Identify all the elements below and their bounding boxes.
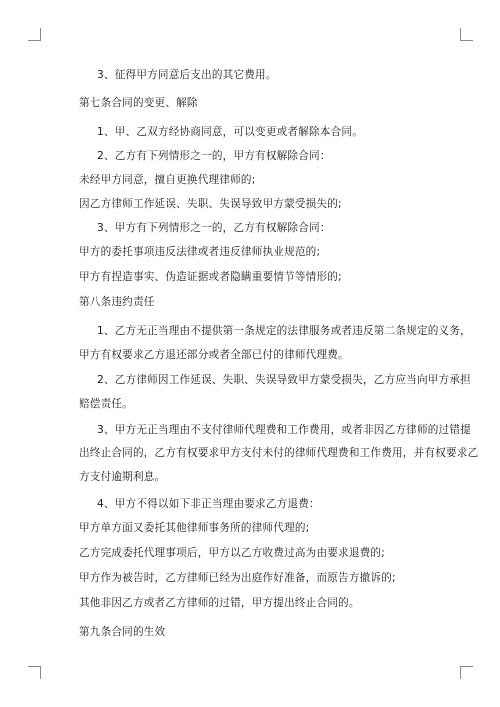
paragraph-line: 乙方完成委托代理事项后，甲方以乙方收费过高为由要求退费的; (79, 547, 385, 559)
paragraph-line: 1、乙方无正当理由不提供第一条规定的法律服务或者违反第二条规定的义务， (97, 325, 471, 337)
section-heading: 第九条合同的生效 (79, 626, 166, 638)
paragraph-line: 赔偿责任。 (79, 398, 133, 410)
paragraph-line: 出终止合同的，乙方有权要求甲方支付未付的律师代理费和工作费用，并有权要求乙 (79, 447, 479, 459)
paragraph-line: 其他非因乙方或者乙方律师的过错，甲方提出终止合同的。 (79, 597, 360, 609)
paragraph-line: 3、甲方无正当理由不支付律师代理费和工作费用，或者非因乙方律师的过错提 (97, 424, 471, 436)
paragraph-line: 甲方单方面又委托其他律师事务所的律师代理的; (79, 522, 310, 534)
paragraph-line: 方支付逾期利息。 (79, 471, 166, 483)
paragraph-line: 未经甲方同意，擅自更换代理律师的; (79, 174, 256, 186)
paragraph-line: 3、征得甲方同意后支出的其它费用。 (97, 69, 277, 81)
paragraph-line: 甲方作为被告时，乙方律师已经为出庭作好准备，而原告方撤诉的; (79, 572, 396, 584)
crop-mark-top-left (28, 28, 41, 41)
paragraph-line: 2、乙方律师因工作延误、失职、失误导致甲方蒙受损失，乙方应当向甲方承担 (97, 374, 471, 386)
paragraph-line: 4、甲方不得以如下非正当理由要求乙方退费： (97, 498, 320, 510)
section-heading: 第七条合同的变更、解除 (79, 97, 198, 109)
crop-mark-bottom-left (28, 666, 41, 679)
paragraph-line: 2、乙方有下列情形之一的，甲方有权解除合同： (97, 150, 331, 162)
crop-mark-bottom-right (460, 666, 473, 679)
paragraph-line: 甲方有权要求乙方退还部分或者全部已付的律师代理费。 (79, 349, 349, 361)
paragraph-line: 因乙方律师工作延误、失职、失误导致甲方蒙受损失的; (79, 198, 342, 210)
paragraph-line: 甲方的委托事项违反法律或者违反律师执业规范的; (79, 246, 321, 258)
crop-mark-top-right (460, 28, 473, 41)
paragraph-line: 甲方有捏造事实、伪造证据或者隐瞒重要情节等情形的; (79, 271, 342, 283)
section-heading: 第八条违约责任 (79, 296, 155, 308)
paragraph-line: 3、甲方有下列情形之一的，乙方有权解除合同： (97, 222, 331, 234)
paragraph-line: 1、甲、乙双方经协商同意，可以变更或者解除本合同。 (97, 126, 363, 138)
